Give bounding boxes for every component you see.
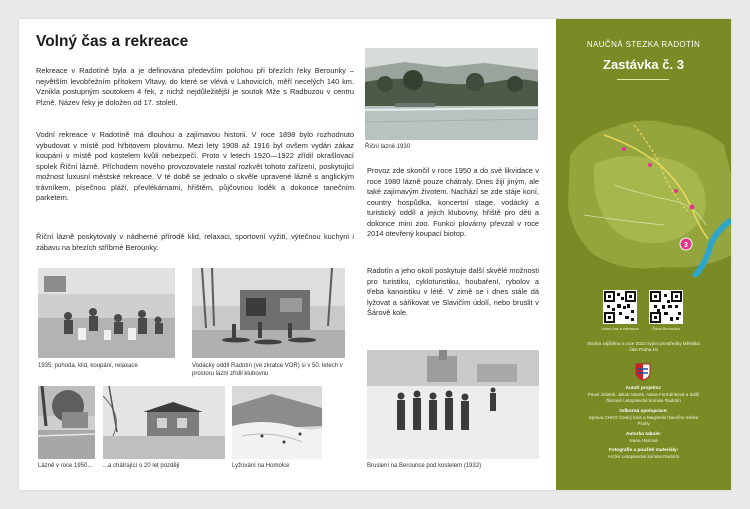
photo-skiing xyxy=(232,386,322,459)
page-title: Volný čas a rekreace xyxy=(36,33,189,50)
caption-decaying-spa: ...a chátrající o 20 let později xyxy=(103,463,180,469)
coat-of-arms-icon xyxy=(635,363,651,381)
caption-spa-1930: Říční lázně 1930 xyxy=(365,144,411,150)
partners-text: Správa CHKO Český kras a Magistrát hlavního města Prahy xyxy=(588,415,699,426)
photo-decaying-spa xyxy=(103,386,225,459)
authors-heading: Autoři projektu: xyxy=(625,386,662,391)
qr-label-leisure: Volný čas a rekreace xyxy=(601,326,639,331)
photos-text: Archiv Letopisecké komise Radotín xyxy=(607,454,680,459)
photo-spa-1950 xyxy=(38,386,95,459)
paragraph-river: Rekreace v Radotíně byla a je definována především polohou při březích řeky Berounky – největším levobřežním přítokem Vltavy, do které se vlévá v Lahovicích, měří necelých 140 km. Vznikla postupným soutokem 4 řek, z nichž nejdůležitější je soutok Mže s Radbuzou v centru Plzně. Název řeky je doložen od 17. století. xyxy=(36,66,354,107)
caption-vor-club: Vodácký oddíl Radotín (ve zkratce VOR) si v 50. letech v prostoru lázní zřídil klubovnu xyxy=(192,363,343,377)
trail-name: NAUČNÁ STEZKA RADOTÍN xyxy=(586,40,701,49)
qr-code-leisure[interactable] xyxy=(603,290,637,324)
map-stop-marker: 3 xyxy=(684,242,688,249)
caption-1935: 1935: pohoda, klid, koupání, relaxace xyxy=(38,363,138,369)
stop-number: Zastávka č. 3 xyxy=(603,57,684,72)
partners-heading: Odborná spolupráce: xyxy=(619,409,668,414)
photos-heading: Fotografie a použité materiály: xyxy=(608,448,679,453)
qr-label-river: Řeka Berounka xyxy=(652,326,680,331)
qr-code-river[interactable] xyxy=(649,290,683,324)
divider xyxy=(617,79,669,80)
paragraph-activities: Radotín a jeho okolí poskytuje další skvělé možnosti pro turistiku, cykloturistiku, houbaření, rybolov a třeba kanoistiku v létě. V zimě se i dnes stále dá lyžovat a sáňkovat ve Slavičím údolí, nebo bruslit v Šárově kole. xyxy=(367,266,539,317)
paragraph-spa: Říční lázně poskytovaly v nádherné přírodě klid, relaxaci, sportovní vyžití, výtečnou kuchyni i zábavu na březích stříbrné Berounky. xyxy=(36,232,354,252)
photo-1935 xyxy=(38,268,175,358)
info-board xyxy=(19,19,731,490)
tab-author-text: Ivana Hanová xyxy=(629,438,658,443)
caption-skiing: Lyžování na Homolce xyxy=(232,463,290,469)
caption-ice-skating: Bruslení na Berounce pod kostelem (1932) xyxy=(367,463,482,469)
photo-ice-skating xyxy=(367,350,539,459)
sidebar xyxy=(556,19,731,490)
photo-spa-1930 xyxy=(365,48,538,140)
caption-spa-1950: Lázně v roce 1950... xyxy=(38,463,93,469)
authors-text: Pavel Jirásek, Jakub Marek, Ivana Formánková a další členové Letopisecké komise Radotín xyxy=(587,392,700,403)
tab-author-heading: Autorka tabule: xyxy=(625,432,662,437)
photo-vor-club xyxy=(192,268,345,358)
funding-note: Stezka zajištěna v roce 2022 svými prostředky Městská část Praha 16 xyxy=(587,341,700,352)
main-column xyxy=(19,19,556,490)
paragraph-decline: Provoz zde skončil v roce 1950 a do své likvidace v roce 1980 lázně pouze chátraly. Dnes žijí jiným, ale také zajímavým životem. Nachází se zde stáje koní, country hospůdka, koncertní stage, vodácký a turistický oddíl a jejich klubovny, hřiště pro děti a dokonce mini zoo. Funkci plovárny převzal v roce 2014 otevřený koupací biotop. xyxy=(367,166,539,238)
paragraph-history: Vodní rekreace v Radotíně má dlouhou a zajímavou historii. V roce 1898 bylo rozhodnuto vybudovat v místě pod hřbitovem plovárnu. Mezi lety 1908 až 1916 byl ovšem vydán zákaz koupání v místě pod kostelem kvůli nebezpečí. Proto v letech 1920—1922 zřídil okrašlovací spolek Říční lázně. Příchodem nového provozovatele nastal rozkvět tohoto zařízení, poskytující možnost luxusní městské rekreace. V té době se jednalo o skvěle upravené lázně s anglickým trávníkem, písečnou pláží, převlékárnami, hřištěm, půjčovnou loděk a dokonce tanečním parketem. xyxy=(36,130,354,202)
trail-map xyxy=(564,105,731,277)
